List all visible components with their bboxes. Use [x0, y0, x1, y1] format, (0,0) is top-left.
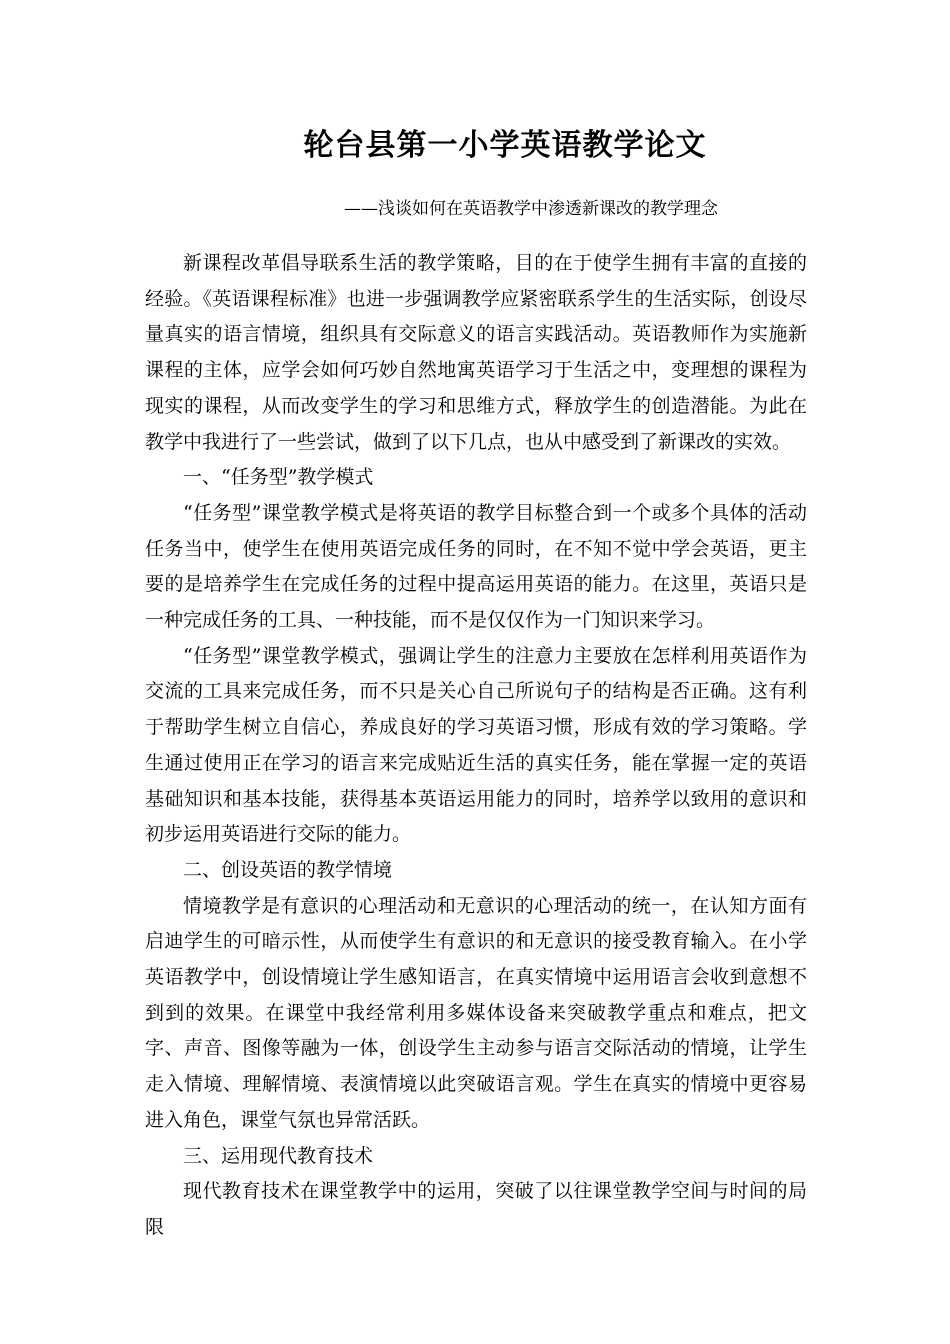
paragraph-task-2: “任务型”课堂教学模式，强调让学生的注意力主要放在怎样利用英语作为交流的工具来完成任务，而不只是关心自己所说句子的结构是否正确。这有利于帮助学生树立自信心，养成良好的学习英语习惯，形成有效的学习策略。学生通过使用正在学习的语言来完成贴近生活的真实任务，能在掌握一定的英语基础知识和基本技能，获得基本英语运用能力的同时，培养学以致用的意识和初步运用英语进行交际的能力。: [145, 644, 807, 846]
paragraph-situation: 情境教学是有意识的心理活动和无意识的心理活动的统一，在认知方面有启迪学生的可暗示性，从而使学生有意识的和无意识的接受教育输入。在小学英语教学中，创设情境让学生感知语言，在真实情境中运用语言会收到意想不到到的效果。在课堂中我经常利用多媒体设备来突破教学重点和难点，把文字、声音、图像等融为一体，创设学生主动参与语言交际活动的情境，让学生走入情境、理解情境、表演情境以此突破语言观。学生在真实的情境中更容易进入角色，课堂气氛也异常活跃。: [145, 894, 807, 1131]
section-heading-3: 三、运用现代教育技术: [183, 1144, 374, 1167]
document-title: 轮台县第一小学英语教学论文: [303, 128, 707, 163]
paragraph-intro: 新课程改革倡导联系生活的教学策略，目的在于使学生拥有丰富的直接的经验。《英语课程标准》也进一步强调教学应紧密联系学生的生活实际，创设尽量真实的语言情境，组织具有交际意义的语言实践活动。英语教师作为实施新课程的主体，应学会如何巧妙自然地寓英语学习于生活之中，变理想的课程为现实的课程，从而改变学生的学习和思维方式，释放学生的创造潜能。为此在教学中我进行了一些尝试，做到了以下几点，也从中感受到了新课改的实效。: [145, 252, 807, 453]
document-body: [145, 246, 807, 1246]
document-subtitle: ——浅谈如何在英语教学中渗透新课改的教学理念: [344, 199, 718, 219]
paragraph-task-1: “任务型”课堂教学模式是将英语的教学目标整合到一个或多个具体的活动任务当中，使学生在使用英语完成任务的同时，在不知不觉中学会英语，更主要的是培养学生在完成任务的过程中提高运用英语的能力。在这里，英语只是一种完成任务的工具、一种技能，而不是仅仅作为一门知识来学习。: [145, 501, 807, 632]
paragraph-technology: 现代教育技术在课堂教学中的运用，突破了以往课堂教学空间与时间的局限: [145, 1180, 807, 1238]
section-heading-1: 一、“任务型”教学模式: [183, 466, 374, 489]
section-heading-2: 二、创设英语的教学情境: [183, 858, 393, 881]
